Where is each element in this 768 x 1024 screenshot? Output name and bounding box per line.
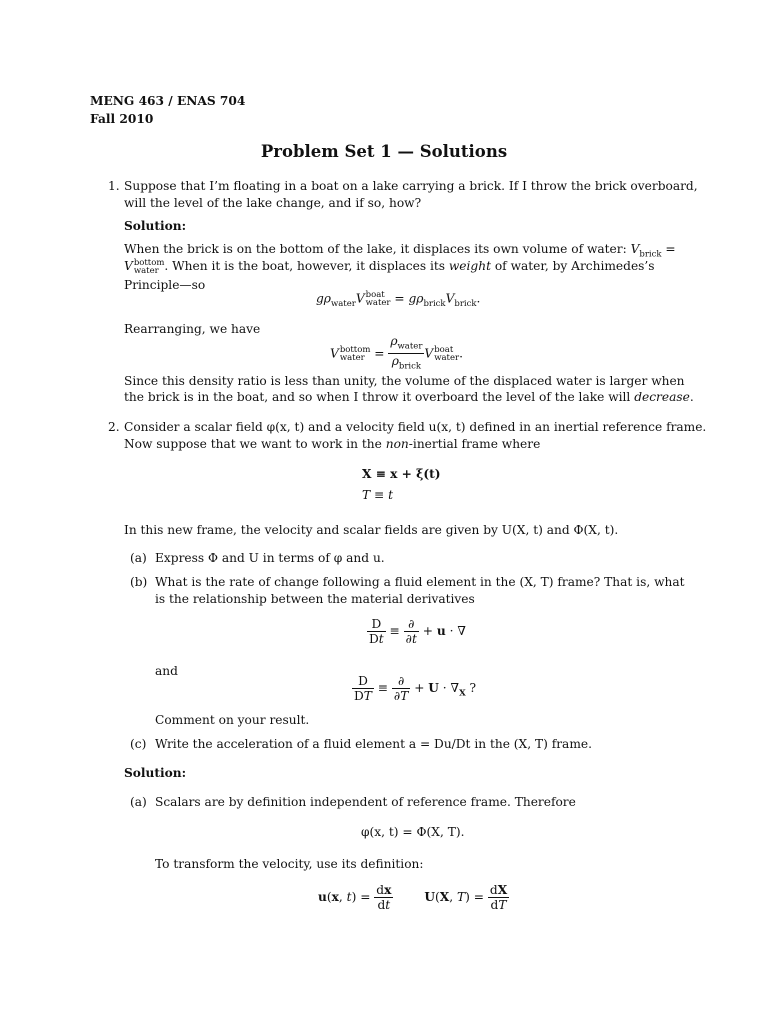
equation-T-transform: T ≡ t (362, 488, 393, 502)
problem-1-para1-line3: Principle—so (124, 278, 206, 292)
part-a-text: Express Φ and U in terms of φ and u. (155, 551, 385, 565)
part-b-line2: is the relationship between the material derivatives (155, 592, 475, 606)
part-a-label: (a) (130, 551, 147, 565)
equation-X-transform: X ≡ x + ξ(t) (362, 467, 441, 481)
part-c-label: (c) (130, 737, 147, 751)
problem-2-number: 2. (108, 420, 120, 434)
solution-a-text: Scalars are by definition independent of reference frame. Therefore (155, 795, 576, 809)
equation-archimedes: $g\rho_{water}V$ boat water = $g\rho_{brick}V_{brick}$. (316, 290, 481, 309)
term: Fall 2010 (90, 112, 154, 126)
comment-text: Comment on your result. (155, 713, 310, 727)
problem-1-question-line1: Suppose that I’m floating in a boat on a lake carrying a brick. If I throw the brick overboard, (124, 179, 698, 193)
equation-volume-ratio: V bottom water = $\frac{\rho_{water}}{\rho_{brick}}$ V boat water . (330, 334, 463, 372)
new-frame-text: In this new frame, the velocity and scalar fields are given by U(X, t) and Φ(X, t). (124, 523, 619, 537)
problem-1-para2-line2: the brick is in the boat, and so when I throw it overboard the level of the lake will decrease. (124, 390, 694, 404)
transform-text: To transform the velocity, use its definition: (155, 857, 424, 871)
equation-scalar-invariance: φ(x, t) = Φ(X, T). (361, 825, 465, 839)
problem-2-line1: Consider a scalar field φ(x, t) and a velocity field u(x, t) defined in an inertial reference frame. (124, 420, 707, 434)
page-title: Problem Set 1 — Solutions (260, 142, 508, 161)
and-text: and (155, 664, 178, 678)
part-c-text: Write the acceleration of a fluid element a = Du/Dt in the (X, T) frame. (155, 737, 592, 751)
course-code: MENG 463 / ENAS 704 (90, 94, 246, 108)
solution-a-label: (a) (130, 795, 147, 809)
solution-label-2: Solution: (124, 766, 187, 780)
problem-1-para1-line2: V bottom water . When it is the boat, however, it displaces its weight of water, by Archimedes’s (124, 257, 655, 276)
part-b-label: (b) (130, 575, 148, 589)
equation-material-derivative-inertial: $\frac{D}{Dt}$ ≡ $\frac{\partial}{\partial t}$ + u · ∇ (369, 617, 466, 646)
solution-label-1: Solution: (124, 219, 187, 233)
part-b-line1: What is the rate of change following a fluid element in the (X, T) frame? That is, what (155, 575, 685, 589)
problem-1-question-line2: will the level of the lake change, and if so, how? (124, 196, 422, 210)
problem-1-para1-line1: When the brick is on the bottom of the lake, it displaces its own volume of water: $V_{brick}$ = (124, 242, 676, 260)
rearranging-text: Rearranging, we have (124, 322, 261, 336)
problem-2-line2: Now suppose that we want to work in the non-inertial frame where (124, 437, 541, 451)
problem-1-number: 1. (108, 179, 120, 193)
equation-material-derivative-noninertial: $\frac{D}{DT}$ ≡ $\frac{\partial}{\partial T}$ + $U \cdot \nabla_X$ ? (354, 674, 477, 703)
problem-1-para2-line1: Since this density ratio is less than unity, the volume of the displaced water is larger when (124, 374, 685, 388)
equation-velocity-definitions: u(x, t) = $\frac{dx}{dt}$ U(X, T) = $\frac{dX}{dT}$ (318, 883, 508, 912)
